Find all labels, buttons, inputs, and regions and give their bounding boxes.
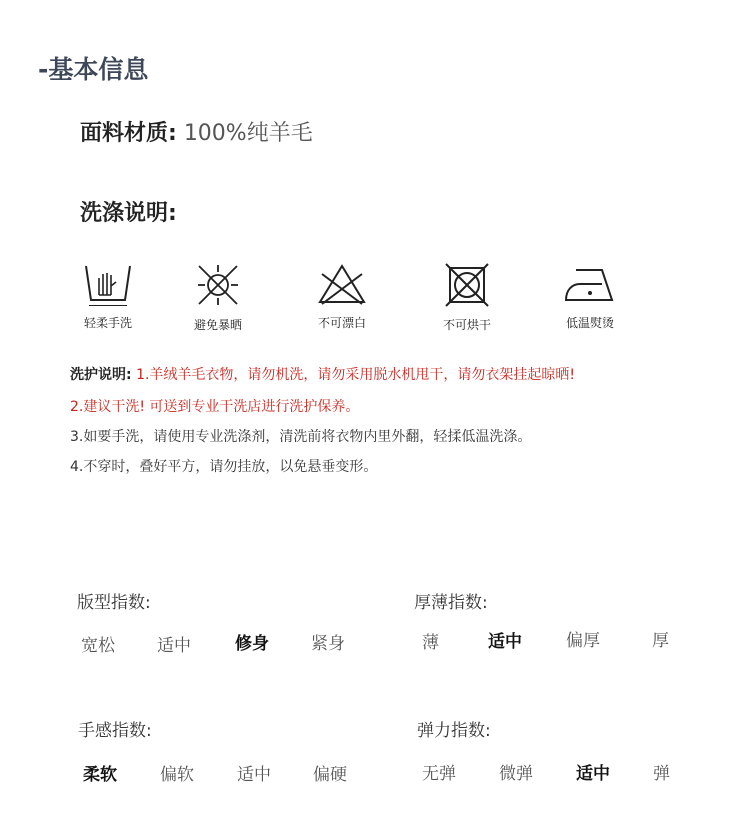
care-line-3: 3.如要手洗，请使用专业洗涤剂，清洗前将衣物内里外翻，轻揉低温洗涤。 (70, 429, 532, 445)
fabric-label: 面料材质: (80, 121, 177, 146)
gentle-hand-wash-icon (81, 262, 135, 306)
elasticity-option: 无弹 (422, 764, 456, 784)
wash-icon-item (173, 262, 263, 333)
wash-icon-item (297, 262, 387, 331)
thickness-option: 厚 (652, 631, 669, 651)
no-tumble-dry-icon (444, 262, 490, 308)
thickness-option: 偏厚 (566, 631, 600, 651)
care-text-1: 1.羊绒羊毛衣物，请勿机洗，请勿采用脱水机甩干，请勿衣架挂起晾晒! (136, 367, 576, 383)
fabric-value: 100%纯羊毛 (183, 121, 313, 146)
feel-option: 偏硬 (313, 765, 347, 785)
wash-icon-label: 避免暴晒 (193, 318, 242, 332)
care-label: 洗护说明: (70, 367, 132, 383)
elasticity-index-title: 弹力指数: (417, 721, 491, 741)
section-title: -基本信息 (38, 55, 149, 84)
fit-option: 宽松 (81, 636, 115, 656)
wash-icon-item (545, 262, 635, 331)
thickness-option: 薄 (422, 633, 439, 653)
care-line-1 (70, 364, 575, 384)
feel-option-selected: 柔软 (83, 765, 117, 785)
fit-option: 紧身 (311, 634, 345, 654)
wash-icon-label: 轻柔手洗 (83, 316, 132, 330)
fit-index-title: 版型指数: (77, 593, 151, 613)
low-temp-iron-icon (562, 262, 618, 306)
elasticity-option: 微弹 (499, 764, 533, 784)
elasticity-option: 弹 (653, 764, 670, 784)
fit-option: 适中 (157, 636, 191, 656)
wash-title: 洗涤说明: (80, 201, 177, 226)
wash-icon-label: 低温熨烫 (565, 316, 614, 330)
thickness-option-selected: 适中 (488, 632, 522, 652)
wash-icon-label: 不可烘干 (442, 318, 491, 332)
care-line-2: 2.建议干洗! 可送到专业干洗店进行洗护保养。 (70, 399, 360, 415)
wash-icon-item (63, 262, 153, 331)
wash-icon-item (422, 262, 512, 333)
fabric-row (80, 116, 313, 147)
elasticity-option-selected: 适中 (576, 764, 610, 784)
no-bleach-icon (316, 262, 368, 306)
feel-option: 适中 (237, 765, 271, 785)
feel-option: 偏软 (160, 765, 194, 785)
thickness-index-title: 厚薄指数: (414, 593, 488, 613)
wash-icon-label: 不可漂白 (317, 316, 366, 330)
feel-index-title: 手感指数: (78, 721, 152, 741)
fit-option-selected: 修身 (235, 634, 269, 654)
care-line-4: 4.不穿时，叠好平方，请勿挂放，以免悬垂变形。 (70, 459, 378, 475)
no-sun-drying-icon (195, 262, 241, 308)
